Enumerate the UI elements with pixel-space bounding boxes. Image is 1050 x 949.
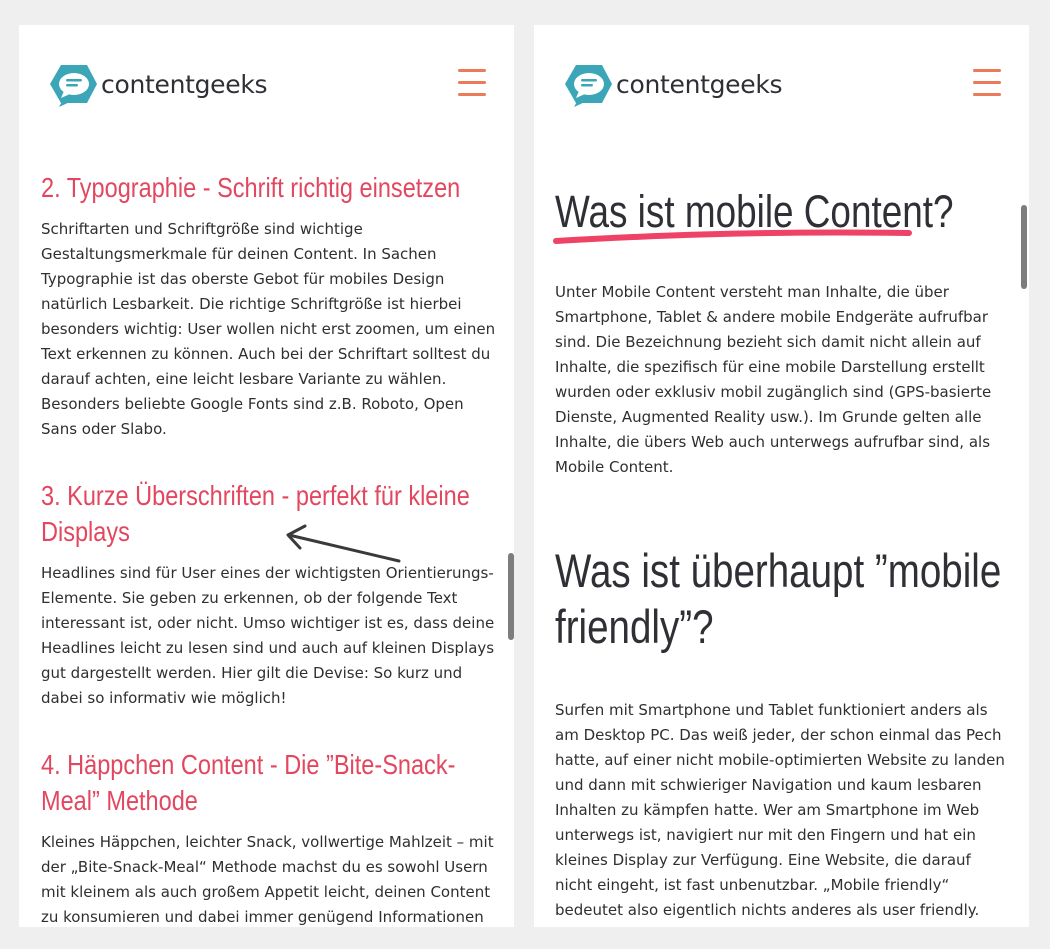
section-body-mobile-content: Unter Mobile Content versteht man Inhalte, die über Smartphone, Tablet & andere mobile Endgeräte aufrufbar sind. Die Bezeichnung bezieht sich damit nicht allein auf Inhalte, die spezifisch für eine mobile Darstellung erstellt wurden oder exklusiv mobil zugänglich sind (GPS-basierte Dienste, Augmented Reality usw.). Im Grunde gelten alle Inhalte, die übers Web auch unterwegs aufrufbar sind, als Mobile Content.	[555, 283, 992, 476]
scrollbar[interactable]	[508, 553, 514, 640]
section-heading-mobile-friendly: Was ist überhaupt ”mobile friendly”?	[555, 544, 1002, 653]
section-heading-ueberschriften: 3. Kurze Überschriften - perfekt für kleine Displays	[41, 480, 470, 547]
speech-bubble-icon	[47, 63, 99, 109]
page-title-mobile-content: Was ist mobile Content?	[555, 186, 954, 237]
section-heading-haeppchen: 4. Häppchen Content - Die ”Bite-Snack-Meal” Methode	[41, 749, 456, 816]
right-mobile-screen	[534, 25, 1029, 927]
logo-text: contentgeeks	[101, 70, 268, 99]
section-body-typographie: Schriftarten und Schriftgröße sind wichtige Gestaltungsmerkmale für deinen Content. In Sachen Typographie ist das oberste Gebot für mobiles Design natürlich Lesbarkeit. Die richtige Schriftgröße ist hierbei besonders wichtig: User wollen nicht erst zoomen, um einen Text erkennen zu können. Auch bei der Schriftart solltest du darauf achten, eine leicht lesbare Variante zu wählen. Besonders beliebte Google Fonts sind z.B. Roboto, Open Sans oder Slabo.	[41, 220, 496, 438]
left-mobile-screen	[19, 25, 514, 927]
highlight-underline	[552, 225, 914, 251]
speech-bubble-icon	[562, 63, 614, 109]
section-body-haeppchen: Kleines Häppchen, leichter Snack, vollwertige Mahlzeit – mit der „Bite-Snack-Meal“ Methode machst du es sowohl Usern mit kleinem als auch großem Appetit leicht, deinen Content zu konsumieren und dabei immer genügend Informationen	[41, 833, 494, 926]
section-body-mobile-friendly: Surfen mit Smartphone und Tablet funktioniert anders als am Desktop PC. Das weiß jeder, der schon einmal das Pech hatte, auf einer nicht mobile-optimierten Website zu landen und dann mit schwieriger Navigation und kaum lesbaren Inhalten zu kämpfen hatte. Wer am Smartphone im Web unterwegs ist, navigiert nur mit den Fingern und hat ein kleines Display zur Verfügung. Eine Website, die darauf nicht eingeht, ist fast unbenutzbar. „Mobile friendly“ bedeutet also eigentlich nichts anderes als user friendly.	[555, 701, 1005, 919]
scrollbar[interactable]	[1021, 205, 1027, 289]
hamburger-menu-icon[interactable]	[973, 69, 1001, 97]
site-header	[534, 25, 1029, 145]
hamburger-menu-icon[interactable]	[458, 69, 486, 97]
section-body-ueberschriften: Headlines sind für User eines der wichtigsten Orientierungs-Elemente. Sie geben zu erkennen, ob der folgende Text interessant ist, oder nicht. Umso wichtiger ist es, dass deine Headlines leicht zu lesen sind und auch auf kleinen Displays gut dargestellt werden. Hier gilt die Devise: So kurz und dabei so informativ wie möglich!	[41, 564, 495, 707]
logo-text: contentgeeks	[616, 70, 783, 99]
site-header	[19, 25, 514, 145]
section-heading-typographie: 2. Typographie - Schrift richtig einsetzen	[41, 172, 461, 203]
